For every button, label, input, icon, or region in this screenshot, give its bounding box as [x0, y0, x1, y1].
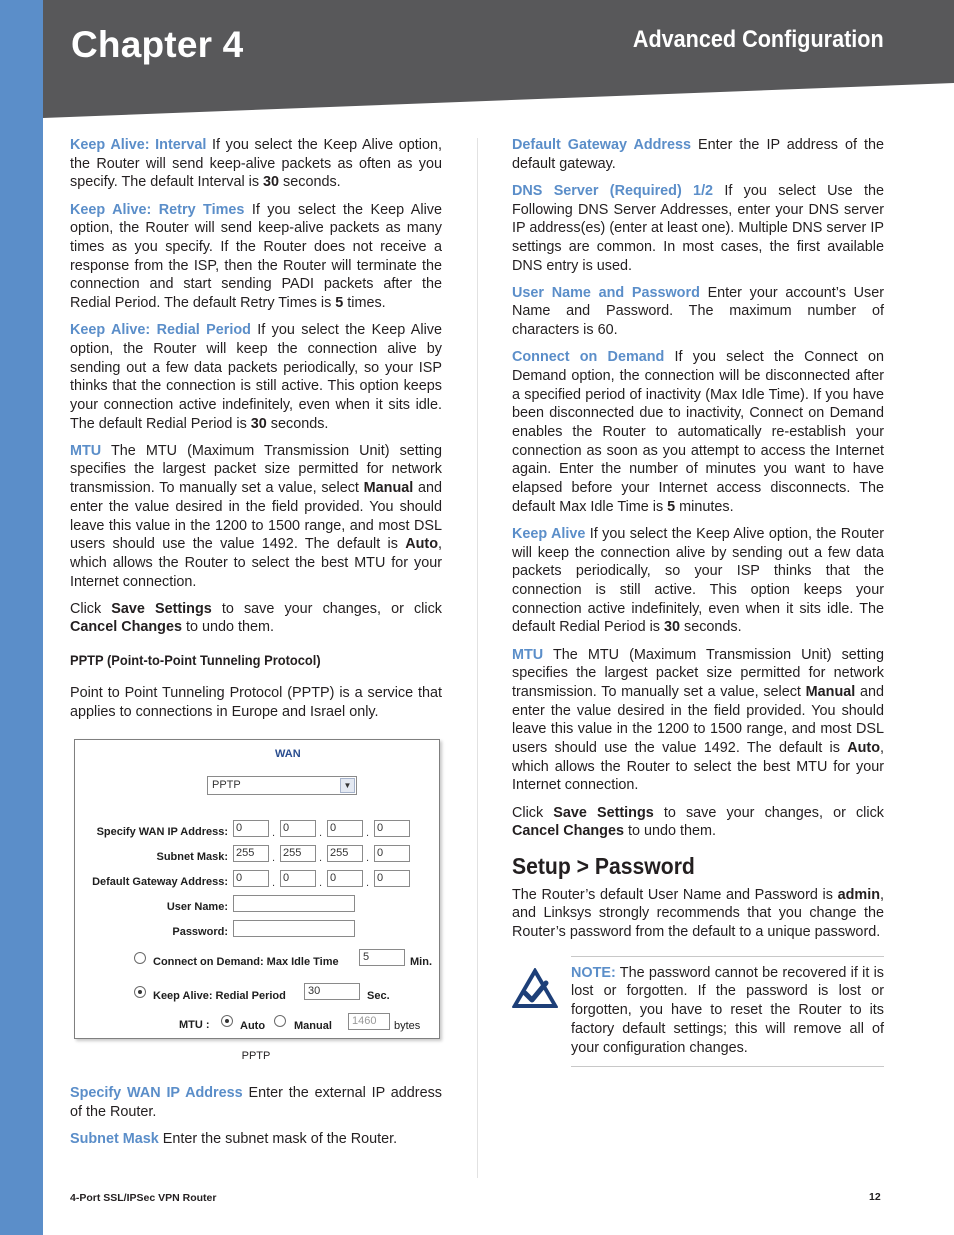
keep-alive-interval-para: Keep Alive: Interval If you select the Keep Alive option, the Router will send keep-alive packets as often as you specify. The default Interval is 30 seconds. [70, 137, 442, 191]
wan-ip-octet-2[interactable]: 0 [280, 820, 316, 837]
note-text: NOTE: The password cannot be recovered if it is lost or forgotten. If the password is lost or forgotten, you have to reset the Router to its factory default settings; this will remove all of your configuration changes. [571, 956, 884, 1068]
mtu-manual-label: Manual [294, 1020, 332, 1033]
footer-page-number: 12 [869, 1191, 881, 1203]
mtu-size-unit: bytes [394, 1020, 421, 1033]
connection-type-select[interactable]: PPTP ▼ [207, 776, 357, 795]
checkmark-icon [512, 968, 558, 1008]
figure-caption: PPTP [241, 1050, 271, 1063]
setup-password-heading: Setup > Password [512, 852, 695, 879]
pptp-subhead: PPTP (Point-to-Point Tunneling Protocol) [70, 652, 321, 669]
sidebar-strip [0, 0, 43, 1235]
default-gateway-para: Default Gateway Address Enter the IP address of the default gateway. [512, 137, 884, 172]
gateway-octet-4[interactable]: 0 [374, 870, 410, 887]
save-settings-para: Click Save Settings to save your changes, or click Cancel Changes to undo them. [70, 600, 442, 636]
mtu-auto-label: Auto [240, 1020, 266, 1033]
mtu-manual-radio[interactable] [274, 1015, 286, 1027]
mask-octet-2[interactable]: 255 [280, 845, 316, 862]
mtu-para-right: MTU The MTU (Maximum Transmission Unit) setting specifies the largest packet size permitted for network transmission. To manually set a value, select Manual and enter the value desired in the field provided. You should leave this value in the 1200 to 1500 range, and most DSL users should use the value 1492. The default is Auto, which allows the Router to select the best MTU for your Internet connection. [512, 646, 884, 794]
mtu-para: MTU The MTU (Maximum Transmission Unit) setting specifies the largest packet size permitted for network transmission. To manually set a value, select Manual and enter the value desired in the field provided. You should leave this value in the 1200 to 1500 range, and most DSL users should use the value 1492. The default is Auto, which allows the Router to select the best MTU for your Internet connection. [70, 442, 442, 590]
keep-alive-label: Keep Alive: Redial Period [153, 990, 286, 1003]
mask-octet-3[interactable]: 255 [327, 845, 363, 862]
connect-on-demand-para: Connect on Demand If you select the Connect on Demand option, the connection will be disconnected after a specified period of inactivity (Max Idle Time). If you have been disconnected due to inactivity, Connect on Demand enables the Router to automatically re-establish your connection as soon as you attempt to access the Internet again. Enter the number of minutes you want to have elapsed before your Internet access disconnects. The default Max Idle Time is 5 minutes. [512, 349, 884, 515]
wan-ip-octet-3[interactable]: 0 [327, 820, 363, 837]
mask-octet-4[interactable]: 0 [374, 845, 410, 862]
password-input[interactable] [233, 920, 355, 937]
pptp-screenshot: WAN PPTP ▼ Specify WAN IP Address: 0 . 0 . 0 . 0 Subnet Mask: 255 . 255 . 255 . 0 Default Gateway Address: 0 . 0 . 0 . 0 User Name: Password: Connect on Demand: Max Idle Time 5 Min. Keep Alive: Redial Period 30 Sec. MTU : Auto Manual 1460 bytes [74, 739, 440, 1039]
gateway-octet-1[interactable]: 0 [233, 870, 269, 887]
footer-product: 4-Port SSL/IPSec VPN Router [70, 1192, 217, 1204]
left-column [70, 136, 442, 1157]
redial-period-input[interactable]: 30 [304, 983, 360, 1000]
keep-alive-para: Keep Alive If you select the Keep Alive option, the Router will keep the connection alive by sending out a few data packets periodically, so your ISP thinks that the connection is still active. This option keeps your connection active indefinitely, even when it sits idle. The default Redial Period is 30 seconds. [512, 525, 884, 636]
mtu-auto-radio[interactable] [221, 1015, 233, 1027]
mask-octet-1[interactable]: 255 [233, 845, 269, 862]
gateway-octet-2[interactable]: 0 [280, 870, 316, 887]
user-name-label: User Name: [166, 901, 228, 914]
subnet-mask-label: Subnet Mask: [156, 851, 228, 864]
subnet-mask-para: Subnet Mask Enter the subnet mask of the Router. [70, 1130, 398, 1147]
save-settings-para-right: Click Save Settings to save your changes, or click Cancel Changes to undo them. [512, 804, 884, 840]
gateway-octet-3[interactable]: 0 [327, 870, 363, 887]
user-name-input[interactable] [233, 895, 355, 912]
dns-server-para: DNS Server (Required) 1/2 If you select Use the Following DNS Server Addresses, enter your DNS server IP address(es) (enter at least one). Multiple DNS server IP settings are common. In most cases, the first available DNS entry is used. [512, 182, 884, 274]
wan-ip-octet-4[interactable]: 0 [374, 820, 410, 837]
user-name-password-para: User Name and Password Enter your account’s User Name and Password. The maximum number of characters is 60. [512, 284, 884, 339]
mtu-size-input[interactable]: 1460 [348, 1013, 390, 1030]
redial-period-unit: Sec. [367, 990, 390, 1003]
note-box [512, 956, 884, 1068]
keep-alive-radio[interactable] [134, 986, 146, 998]
column-divider [477, 138, 478, 1178]
chapter-title: Chapter 4 [71, 24, 244, 65]
password-label: Password: [172, 926, 228, 939]
mtu-label: MTU : [179, 1019, 210, 1032]
wan-ip-label: Specify WAN IP Address: [96, 826, 228, 839]
pptp-intro-para: Point to Point Tunneling Protocol (PPTP) is a service that applies to connections in Europe and Israel only. [70, 684, 442, 720]
specify-wan-ip-para: Specify WAN IP Address Enter the external IP address of the Router. [70, 1084, 442, 1120]
max-idle-unit: Min. [410, 956, 432, 969]
keep-alive-redial-para: Keep Alive: Redial Period If you select the Keep Alive option, the Router will keep the connection alive by sending out a few data packets periodically, so your ISP thinks that the connection is still active. This option keeps your connection active indefinitely, even when it sits idle. The default Redial Period is 30 seconds. [70, 322, 442, 432]
connect-on-demand-label: Connect on Demand: Max Idle Time [153, 956, 339, 969]
gateway-label: Default Gateway Address: [92, 876, 228, 889]
wan-ip-octet-1[interactable]: 0 [233, 820, 269, 837]
max-idle-time-input[interactable]: 5 [359, 949, 405, 966]
right-column [512, 136, 884, 1067]
chevron-down-icon: ▼ [340, 778, 355, 793]
wan-title: WAN [275, 748, 301, 761]
connect-on-demand-radio[interactable] [134, 952, 146, 964]
password-intro-para: The Router’s default User Name and Password is admin, and Linksys strongly recommends that you change the Router’s password from the default to a unique password. [512, 886, 884, 941]
section-title: Advanced Configuration [633, 26, 884, 53]
keep-alive-retry-para: Keep Alive: Retry Times If you select the Keep Alive option, the Router will send keep-alive packets as many times as you specify. If the Router does not receive a response from the ISP, then the Router will terminate the connection and start sending PADI packets after the Redial Period. The default Retry Times is 5 times. [70, 201, 442, 312]
